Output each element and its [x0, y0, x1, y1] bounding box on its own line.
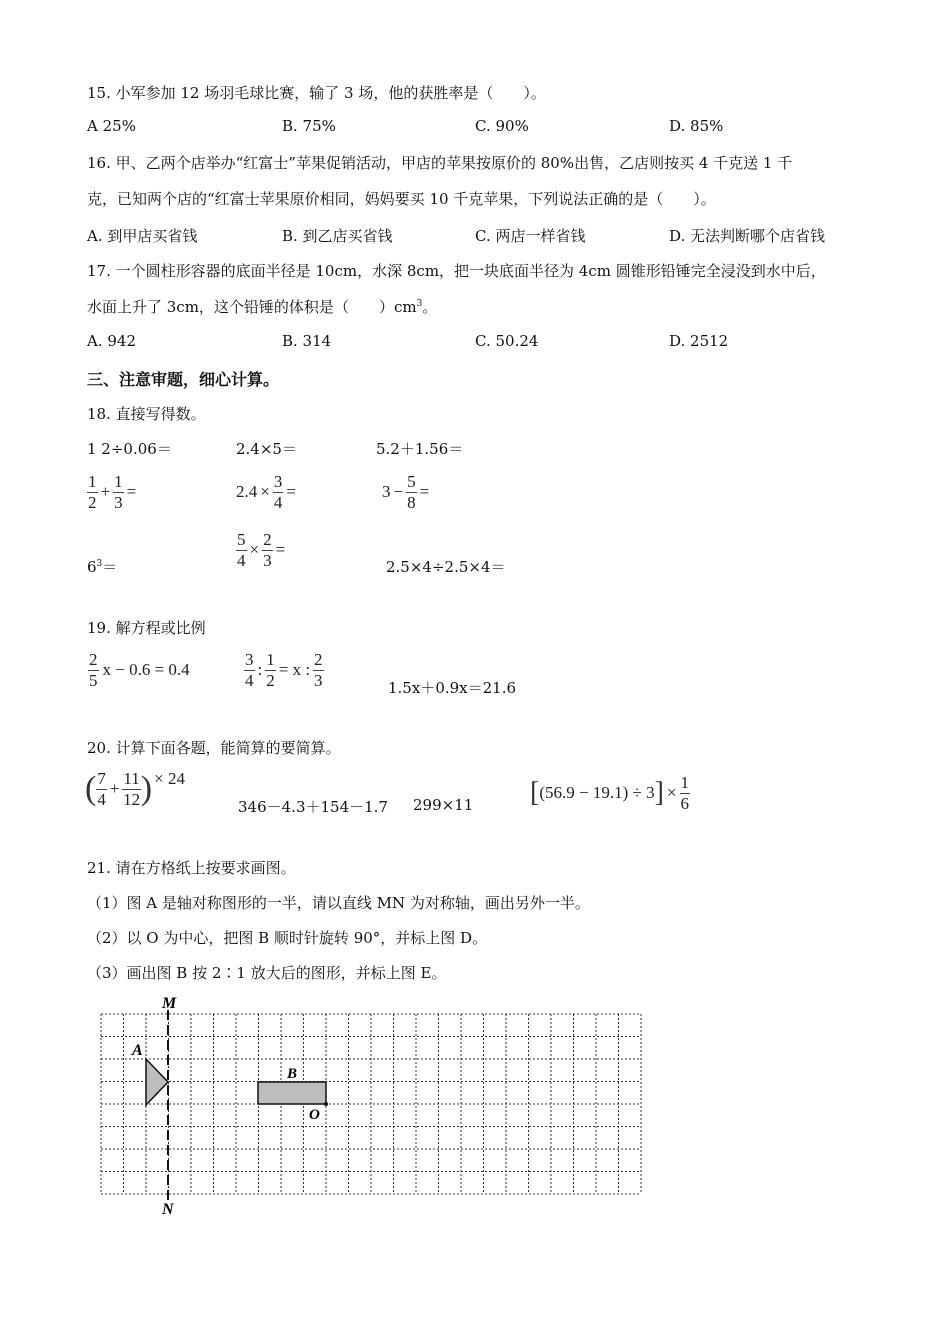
q17-line2-end: 。	[422, 298, 438, 316]
q17-line2	[87, 296, 437, 317]
q18-item-8: $\frac{5}{4}$ × $\frac{2}{3}$ =	[237, 530, 286, 570]
q18-item-2: 2.4×5＝	[236, 440, 297, 458]
q18-item-3: 5.2＋1.56＝	[376, 440, 464, 458]
fraction: $\frac{2}{5}$	[89, 650, 98, 690]
fraction: $\frac{3}{4}$	[273, 472, 283, 512]
q18-title: 18. 直接写得数。	[87, 405, 206, 423]
fraction: $\frac{5}{8}$	[407, 472, 416, 512]
q15-option-d: D. 85%	[669, 117, 724, 135]
q21-part-1: （1）图 A 是轴对称图形的一半，请以直线 MN 为对称轴，画出另外一半。	[87, 894, 590, 912]
q17-line2-text: 水面上升了 3cm，这个铅锤的体积是（ ）cm	[87, 298, 417, 316]
q15-text: 15. 小军参加 12 场羽毛球比赛，输了 3 场，他的获胜率是（ ）。	[87, 84, 546, 102]
fraction: $\frac{3}{4}$	[245, 650, 254, 690]
shape-b	[258, 1082, 326, 1104]
q19-equation-1: $\frac{2}{5}$ x − 0.6 = 0.4	[89, 650, 190, 690]
q20-expression-2: 346－4.3＋154－1.7	[238, 798, 388, 816]
q15-option-a: A 25%	[87, 117, 136, 135]
q18-item-9: 2.5×4÷2.5×4＝	[386, 558, 506, 576]
q18-item-5: 2.4 × $\frac{3}{4}$ =	[236, 472, 296, 512]
q20-title: 20. 计算下面各题，能简算的要简算。	[87, 739, 341, 757]
fraction: $\frac{2}{3}$	[314, 650, 323, 690]
fraction: $\frac{7}{4}$	[97, 769, 106, 809]
q17-option-b: B. 314	[282, 332, 332, 350]
q21-part-3: （3）画出图 B 按 2∶1 放大后的图形，并标上图 E。	[87, 964, 447, 982]
label-o: O	[309, 1107, 320, 1123]
q21-part-2: （2）以 O 为中心，把图 B 顺时针旋转 90°，并标上图 D。	[87, 929, 488, 947]
q17-line1: 17. 一个圆柱形容器的底面半径是 10cm，水深 8cm，把一块底面半径为 4cm 圆锥形铅锤完全浸没到水中后，	[87, 262, 826, 280]
q17-option-d: D. 2512	[669, 332, 729, 350]
q17-option-a: A. 942	[87, 332, 136, 350]
fraction: $\frac{1}{2}$	[266, 650, 275, 690]
q19-equation-2: $\frac{3}{4}$ : $\frac{1}{2}$ = x : $\frac{2}{3}$	[245, 650, 323, 690]
q16-line2: 克，已知两个店的“红富士苹果原价相同，妈妈要买 10 千克苹果，下列说法正确的是（ ）。	[87, 190, 716, 208]
label-b: B	[287, 1066, 298, 1082]
q19-equation-3: 1.5x＋0.9x＝21.6	[388, 679, 517, 697]
q16-option-c: C. 两店一样省钱	[475, 227, 586, 245]
q20-expression-4: [ (56.9 − 19.1) ÷ 3 ] × $\frac{1}{6}$	[530, 773, 689, 813]
q18-item-7: $6^3=$	[87, 558, 118, 576]
q17-option-c: C. 50.24	[475, 332, 539, 350]
q16-option-b: B. 到乙店买省钱	[282, 227, 393, 245]
fraction: $\frac{1}{6}$	[680, 773, 689, 813]
q16-option-a: A. 到甲店买省钱	[87, 227, 198, 245]
q18-item-6: 3 − $\frac{5}{8}$ =	[382, 472, 430, 512]
q20-expression-1: ( $\frac{7}{4}$ + $\frac{11}{12}$ ) × 24	[85, 769, 185, 809]
fraction: $\frac{2}{3}$	[263, 530, 272, 570]
fraction: $\frac{5}{4}$	[237, 530, 246, 570]
q17-unit-exponent: 3	[416, 299, 423, 309]
q18-item-4: $\frac{1}{2}$ + $\frac{1}{3}$ =	[88, 472, 137, 512]
q20-expression-3: 299×11	[413, 796, 474, 814]
label-m: M	[162, 995, 177, 1012]
point-o	[324, 1102, 328, 1106]
fraction: $\frac{1}{2}$	[88, 472, 97, 512]
q19-title: 19. 解方程或比例	[87, 619, 206, 637]
shape-a	[146, 1059, 168, 1105]
q21-title: 21. 请在方格纸上按要求画图。	[87, 859, 296, 877]
q16-option-d: D. 无法判断哪个店省钱	[669, 227, 826, 245]
section-3-heading: 三、注意审题，细心计算。	[87, 370, 280, 389]
q16-line1: 16. 甲、乙两个店举办“红富士”苹果促销活动，甲店的苹果按原价的 80%出售，乙店则按买 4 千克送 1 千	[87, 154, 793, 172]
dotted-grid	[101, 1014, 641, 1194]
label-n: N	[162, 1201, 174, 1218]
q15-option-b: B. 75%	[282, 117, 336, 135]
fraction: $\frac{1}{3}$	[114, 472, 123, 512]
q18-item-1: 1 2÷0.06＝	[87, 440, 172, 458]
q15-option-c: C. 90%	[475, 117, 529, 135]
label-a: A	[132, 1042, 143, 1059]
fraction: $\frac{11}{12}$	[123, 769, 141, 809]
